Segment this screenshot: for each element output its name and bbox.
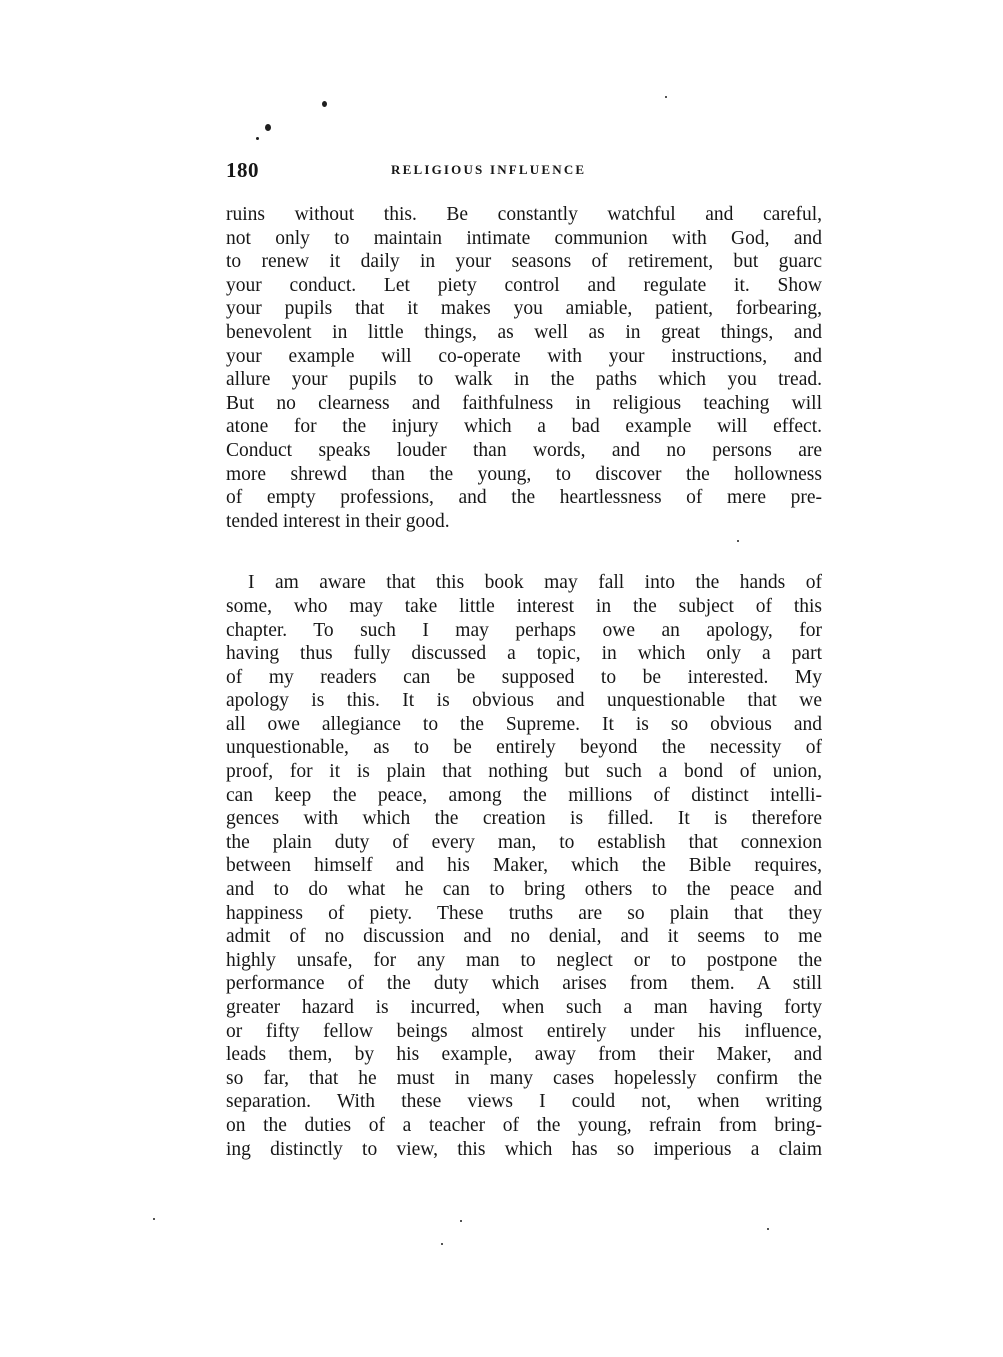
text-line: all owe allegiance to the Supreme. It is so obvious and [226, 713, 822, 735]
text-line: greater hazard is incurred, when such a man having forty [226, 997, 822, 1018]
text-line: your example will co-operate with your instructions, and [226, 345, 822, 367]
text-line: the plain duty of every man, to establish that connexion [226, 831, 822, 853]
text-line: not only to maintain intimate communion with God, and [226, 227, 822, 249]
text-line: separation. With these views I could not, when writing [226, 1091, 822, 1113]
scan-speck [256, 137, 259, 140]
scan-speck [322, 101, 327, 107]
scan-speck [441, 1243, 443, 1245]
text-line: having thus fully discussed a topic, in which only a part [226, 643, 822, 665]
text-line: of my readers can be supposed to be interested. My [226, 666, 822, 688]
text-line: gences with which the creation is filled. It is therefore [226, 808, 822, 830]
text-line: benevolent in little things, as well as in great things, and [226, 321, 822, 343]
text-line: to renew it daily in your seasons of retirement, but guarc [226, 251, 822, 273]
text-line: admit of no discussion and no denial, and it seems to me [226, 926, 822, 948]
body-text [226, 203, 822, 1161]
scan-speck [265, 124, 271, 131]
text-line: ruins without this. Be constantly watchful and careful, [226, 204, 822, 225]
text-line: performance of the duty which arises from them. A still [226, 973, 822, 995]
text-line: or fifty fellow beings almost entirely under his influence, [226, 1020, 822, 1042]
text-line: I am aware that this book may fall into the hands of [248, 572, 822, 594]
page-number: 180 [226, 158, 259, 182]
text-line: your pupils that it makes you amiable, patient, forbearing, [226, 298, 822, 320]
text-line: Conduct speaks louder than words, and no persons are [226, 439, 822, 461]
text-line: allure your pupils to walk in the paths which you tread. [226, 369, 822, 391]
scan-speck [153, 1218, 155, 1220]
text-line: But no clearness and faithfulness in religious teaching will [226, 392, 822, 414]
text-line: on the duties of a teacher of the young, refrain from bring- [226, 1114, 822, 1136]
text-line: chapter. To such I may perhaps owe an apology, for [226, 619, 822, 641]
text-line: leads them, by his example, away from their Maker, and [226, 1044, 822, 1066]
text-line: more shrewd than the young, to discover the hollowness [226, 463, 822, 485]
text-line: highly unsafe, for any man to neglect or to postpone the [226, 949, 822, 971]
text-line: some, who may take little interest in the subject of this [226, 595, 822, 617]
text-line: proof, for it is plain that nothing but such a bond of union, [226, 761, 822, 783]
text-line: can keep the peace, among the millions of distinct intelli- [226, 784, 822, 806]
paragraph-continuation [226, 203, 822, 533]
text-line: and to do what he can to bring others to the peace and [226, 879, 822, 901]
scan-speck [460, 1220, 462, 1222]
text-line: between himself and his Maker, which the Bible requires, [226, 855, 822, 877]
text-line: your conduct. Let piety control and regulate it. Show [226, 274, 822, 296]
running-head: RELIGIOUS INFLUENCE [391, 162, 587, 177]
text-line: atone for the injury which a bad example will effect. [226, 416, 822, 438]
text-line: of empty professions, and the heartlessness of mere pre- [226, 487, 822, 509]
scan-speck [767, 1228, 769, 1230]
text-line: unquestionable, as to be entirely beyond the necessity of [226, 737, 822, 759]
text-line: so far, that he must in many cases hopelessly confirm the [226, 1067, 822, 1089]
page-header [226, 158, 822, 186]
text-line: apology is this. It is obvious and unquestionable that we [226, 690, 822, 712]
scan-speck [665, 96, 667, 98]
text-line: happiness of piety. These truths are so plain that they [226, 902, 822, 924]
text-line: tended interest in their good. [226, 510, 450, 532]
text-line: ing distinctly to view, this which has so imperious a claim [226, 1138, 822, 1160]
paragraph-apology [226, 571, 822, 1161]
paragraph-gap [226, 533, 822, 571]
